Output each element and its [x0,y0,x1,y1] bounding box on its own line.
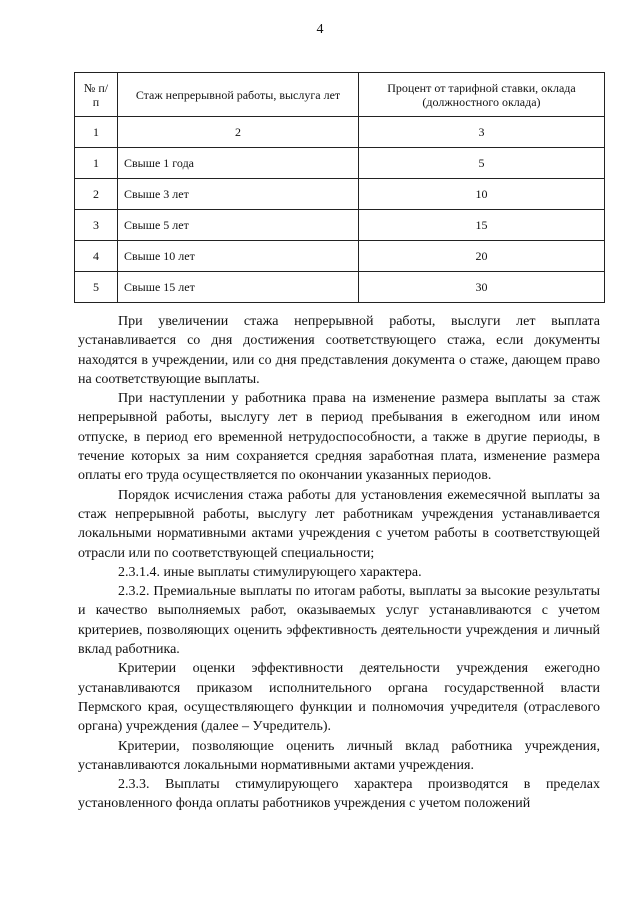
table-index-row [75,117,605,148]
paragraph: Порядок исчисления стажа работы для установления ежемесячной выплаты за стаж непрерывной работы, выслугу лет работникам учреждения устанавливается локальными нормативными актами учреждения с учетом работы в соответствующей отрасли или по соответствующей специальности; [78,487,600,561]
table-row [75,241,605,272]
header-seniority: Стаж непрерывной работы, выслуга лет [118,73,359,117]
table-row [75,272,605,303]
table-row [75,210,605,241]
table-cell: 20 [359,241,605,272]
table-cell: 1 [75,117,118,148]
paragraph: При наступлении у работника права на изменение размера выплаты за стаж непрерывной работы, выслугу лет в период пребывания в ежегодном или ином отпуске, в период его временной нетрудоспособности, а также в другие периоды, в течение которых за ним сохраняется средняя заработная плата, изменение размера оплаты его труда осуществляется по окончании указанных периодов. [78,391,600,484]
table-cell: Свыше 5 лет [118,210,359,241]
table-cell: Свыше 3 лет [118,179,359,210]
table-cell: 2 [75,179,118,210]
table-cell: 10 [359,179,605,210]
table-cell: 30 [359,272,605,303]
header-percent: Процент от тарифной ставки, оклада (должностного оклада) [359,73,605,117]
table-cell: 5 [359,148,605,179]
header-number: № п/п [75,73,118,117]
table-cell: 5 [75,272,118,303]
seniority-pay-table [74,72,605,303]
table-cell: 3 [359,117,605,148]
paragraph: 2.3.3. Выплаты стимулирующего характера производятся в пределах установленного фонда оплаты работников учреждения с учетом положений [78,777,600,812]
body-text [78,312,600,814]
table-header-row [75,73,605,117]
table-cell: 3 [75,210,118,241]
paragraph: 2.3.2. Премиальные выплаты по итогам работы, выплаты за высокие результаты и качество выполняемых работ, оказываемых услуг устанавливаются с учетом критериев, позволяющих оценить эффективность деятельности учреждения и личный вклад работника. [78,584,600,658]
table-cell: 2 [118,117,359,148]
page-number: 4 [316,22,324,37]
table-row [75,148,605,179]
paragraph: 2.3.1.4. иные выплаты стимулирующего характера. [118,564,422,580]
table-row [75,179,605,210]
table-cell: Свыше 10 лет [118,241,359,272]
paragraph: Критерии оценки эффективности деятельности учреждения ежегодно устанавливаются приказом исполнительного органа государственной власти Пермского края, осуществляющего функции и полномочия учредителя (отраслевого органа) учреждения (далее – Учредитель). [78,661,600,735]
table-cell: Свыше 15 лет [118,272,359,303]
paragraph: При увеличении стажа непрерывной работы, выслуги лет выплата устанавливается со дня достижения соответствующего стажа, если документы находятся в учреждении, или со дня представления документа о стаже, дающем право на соответствующие выплаты. [78,314,600,387]
table-cell: 15 [359,210,605,241]
table-cell: Свыше 1 года [118,148,359,179]
paragraph: Критерии, позволяющие оценить личный вклад работника учреждения, устанавливаются локальными нормативными актами учреждения. [78,738,600,773]
table-cell: 1 [75,148,118,179]
table-cell: 4 [75,241,118,272]
